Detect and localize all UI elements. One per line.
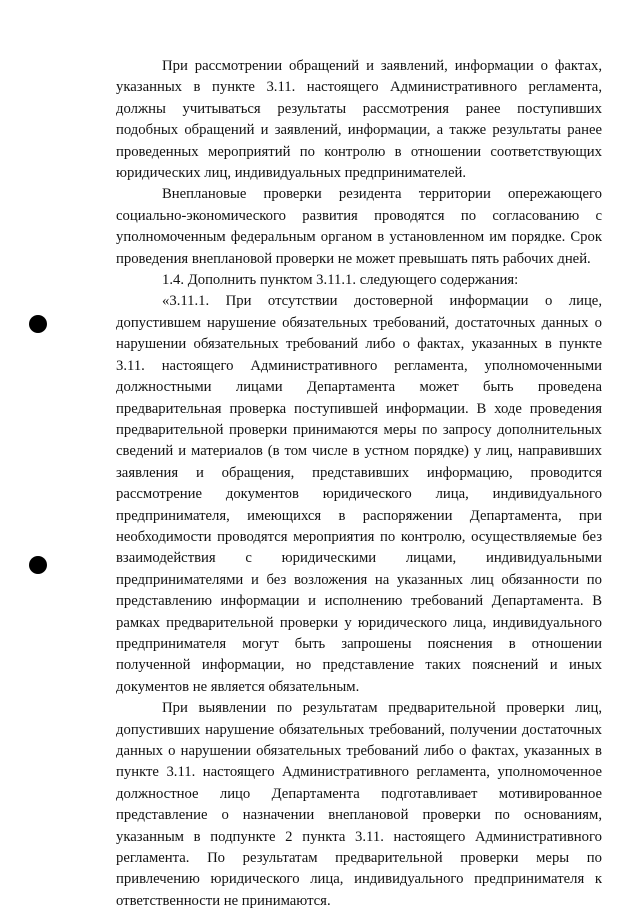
paragraph-detection-results: При выявлении по результатам предварительной проверки лиц, допустивших нарушение обязательных требований, получении достаточных данных о нарушении обязательных требований либо о фактах, указанных в пункте 3.11. настоящего Административного регламента, уполномоченное должностное лицо Департамента подготавливает мотивированное представление о назначении внеплановой проверки по основаниям, указанным в подпункте 2 пункта 3.11. настоящего Административного регламента. По результатам предварительной проверки меры по привлечению юридического лица, индивидуального предпринимателя к ответственности не принимаются. (116, 700, 602, 909)
punch-hole-top (29, 315, 47, 333)
paragraph-3-11-1: «3.11.1. При отсутствии достоверной информации о лице, допустившем нарушение обязательных требований, достаточных данных о нарушении обязательных требований либо о фактах, указанных в пункте 3.11. настоящего Административного регламента, уполномоченными должностными лицами Департамента может быть проведена предварительная проверка поступившей информации. В ходе проведения предварительной проверки принимаются меры по запросу дополнительных сведений и материалов (в том числе в устном порядке) у лиц, направивших заявления и обращения, представивших информацию, проводится рассмотрение документов юридического лица, индивидуального предпринимателя, имеющихся в распоряжении Департамента, при необходимости проводятся мероприятия по контролю, осуществляемые без взаимодействия с юридическими лицами, индивидуальными предпринимателями и без возложения на указанных лиц обязанности по представлению информации и исполнению требований Департамента. В рамках предварительной проверки у юридического лица, индивидуального предпринимателя могут быть запрошены пояснения в отношении полученной информации, но представление таких пояснений и иных документов не является обязательным. (116, 293, 602, 695)
punch-hole-bottom (29, 556, 47, 574)
paragraph-amendment-1-4: 1.4. Дополнить пунктом 3.11.1. следующего содержания: (162, 272, 519, 289)
paragraph-unscheduled-inspection: Внеплановые проверки резидента территории опережающего социально-экономического развития проводятся по согласованию с уполномоченным федеральным органом в установленном им порядке. Срок проведения внеплановой проверки не может превышать пять рабочих дней. (116, 186, 602, 267)
paragraph-consideration: При рассмотрении обращений и заявлений, информации о фактах, указанных в пункте 3.11. настоящего Административного регламента, должны учитываться результаты рассмотрения ранее поступивших подобных обращений и заявлений, информации, а также результаты ранее проведенных мероприятий по контролю в отношении соответствующих юридических лиц, индивидуальных предпринимателей. (116, 58, 602, 182)
document-body (116, 56, 602, 912)
